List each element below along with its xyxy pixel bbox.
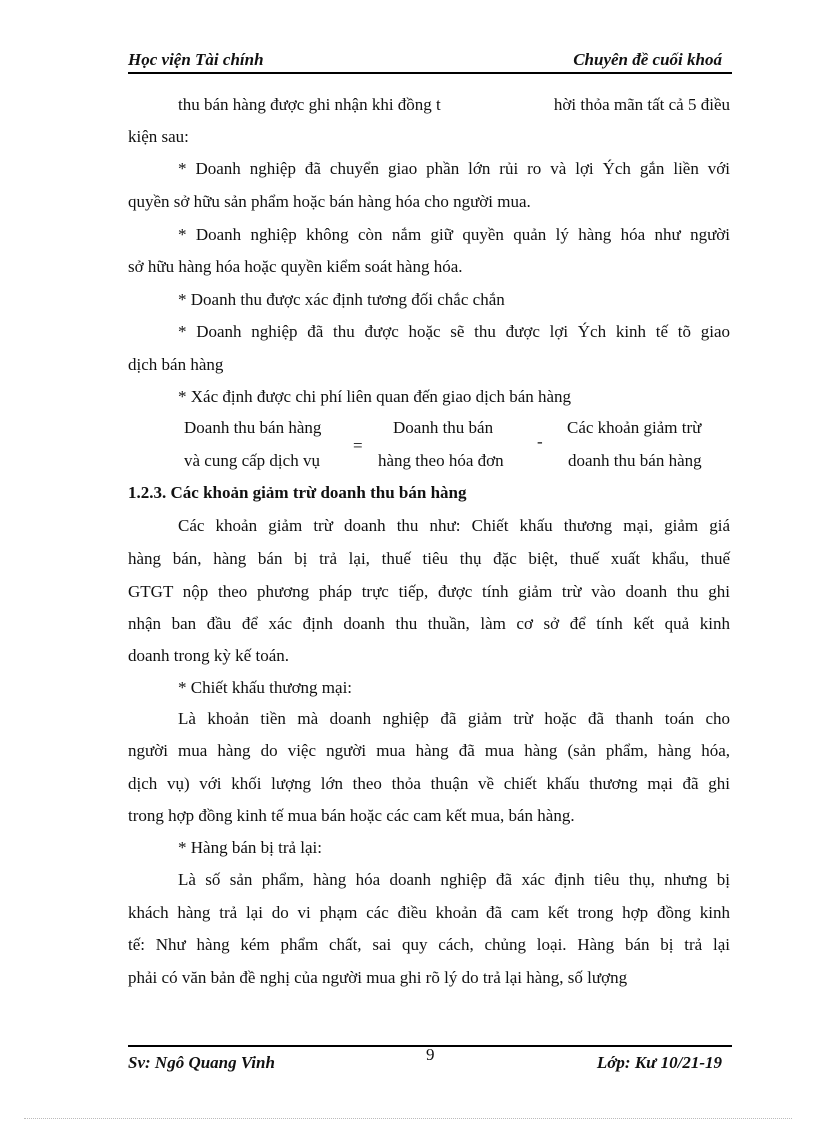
text-line: quyền sở hữu sản phẩm hoặc bán hàng hóa cho người mua. [128, 192, 531, 211]
text-line: khách hàng trả lại do vi phạm các điều khoản đã cam kết trong hợp đồng kinh [128, 903, 730, 922]
text-line: Là số sản phẩm, hàng hóa doanh nghiệp đã xác định tiêu thụ, nhưng bị [178, 870, 730, 889]
text-line [178, 93, 730, 117]
text-line: * Doanh nghiệp không còn nắm giữ quyền quản lý hàng hóa như người [178, 225, 730, 244]
text-line: kiện sau: [128, 127, 189, 146]
text-line: * Doanh nghiệp đã chuyển giao phần lớn rủi ro và lợi Ých gắn liền với [178, 159, 730, 178]
text-line: dịch bán hàng [128, 355, 224, 374]
page-edge-divider [24, 1118, 792, 1119]
text-line: * Xác định được chi phí liên quan đến giao dịch bán hàng [178, 387, 572, 406]
text-line: * Doanh nghiệp đã thu được hoặc sẽ thu được lợi Ých kinh tế tõ giao [178, 322, 730, 341]
footer-student-name: Sv: Ngô Quang Vinh [128, 1053, 275, 1072]
section-heading: 1.2.3. Các khoản giảm trừ doanh thu bán hàng [128, 483, 467, 502]
formula-equals-sign: = [353, 436, 363, 455]
footer-class: Lớp: K‍ư 10/21-19 [596, 1053, 722, 1072]
text-line: GTGT nộp theo phương pháp trực tiếp, được tính giảm trừ vào doanh thu ghi [128, 582, 730, 601]
formula-term-c-line1: Các khoản giảm trừ [567, 418, 702, 437]
header-institution: Học viện Tài chính [128, 50, 264, 69]
formula-term-a-line2: và cung cấp dịch vụ [184, 451, 320, 470]
text-line: nhận ban đầu để xác định doanh thu thuần, làm cơ sở để tính kết quả kinh [128, 614, 730, 633]
text-line: người mua hàng do việc người mua hàng đã mua hàng (sản phẩm, hàng hóa, [128, 741, 730, 760]
text-line: doanh trong kỳ kế toán. [128, 646, 289, 665]
text-line: sở hữu hàng hóa hoặc quyền kiểm soát hàng hóa. [128, 257, 463, 276]
text-line: trong hợp đồng kinh tế mua bán hoặc các cam kết mua, bán hàng. [128, 806, 575, 825]
formula-term-c-line2: doanh thu bán hàng [568, 451, 702, 470]
text-fragment: thu bán hàng được ghi nhận khi đồng t [178, 95, 441, 114]
text-line: Là khoản tiền mà doanh nghiệp đã giảm trừ hoặc đã thanh toán cho [178, 709, 730, 728]
formula-minus-sign: - [537, 432, 543, 451]
text-line: tế: Như hàng kém phẩm chất, sai quy cách, chủng loại. Hàng bán bị trả lại [128, 935, 730, 954]
text-line: dịch vụ) với khối lượng lớn theo thỏa thuận về chiết khấu thương mại đã ghi [128, 774, 730, 793]
text-line: hàng bán, hàng bán bị trả lại, thuế tiêu thụ đặc biệt, thuế xuất khẩu, thuế [128, 549, 730, 568]
subheading-trade-discount: * Chiết khấu thương mại: [178, 678, 353, 697]
formula-term-a-line1: Doanh thu bán hàng [184, 418, 322, 437]
page-footer [128, 1045, 732, 1087]
page-number: 9 [426, 1045, 435, 1064]
subheading-returned-goods: * Hàng bán bị trả lại: [178, 838, 322, 857]
header-title: Chuyên đề cuối khoá [573, 50, 722, 69]
formula-term-b-line2: hàng theo hóa đơn [378, 451, 504, 470]
text-line: * Doanh thu được xác định tương đối chắc chắn [178, 290, 505, 309]
page-header [128, 48, 732, 74]
formula-term-b-line1: Doanh thu bán [393, 418, 494, 437]
text-fragment: hời thỏa mãn tất cả 5 điều [553, 95, 730, 114]
text-line: Các khoản giảm trừ doanh thu như: Chiết khấu thương mại, giảm giá [178, 516, 730, 535]
text-line: phải có văn bản đề nghị của người mua ghi rõ lý do trả lại hàng, số lượng [128, 968, 628, 987]
